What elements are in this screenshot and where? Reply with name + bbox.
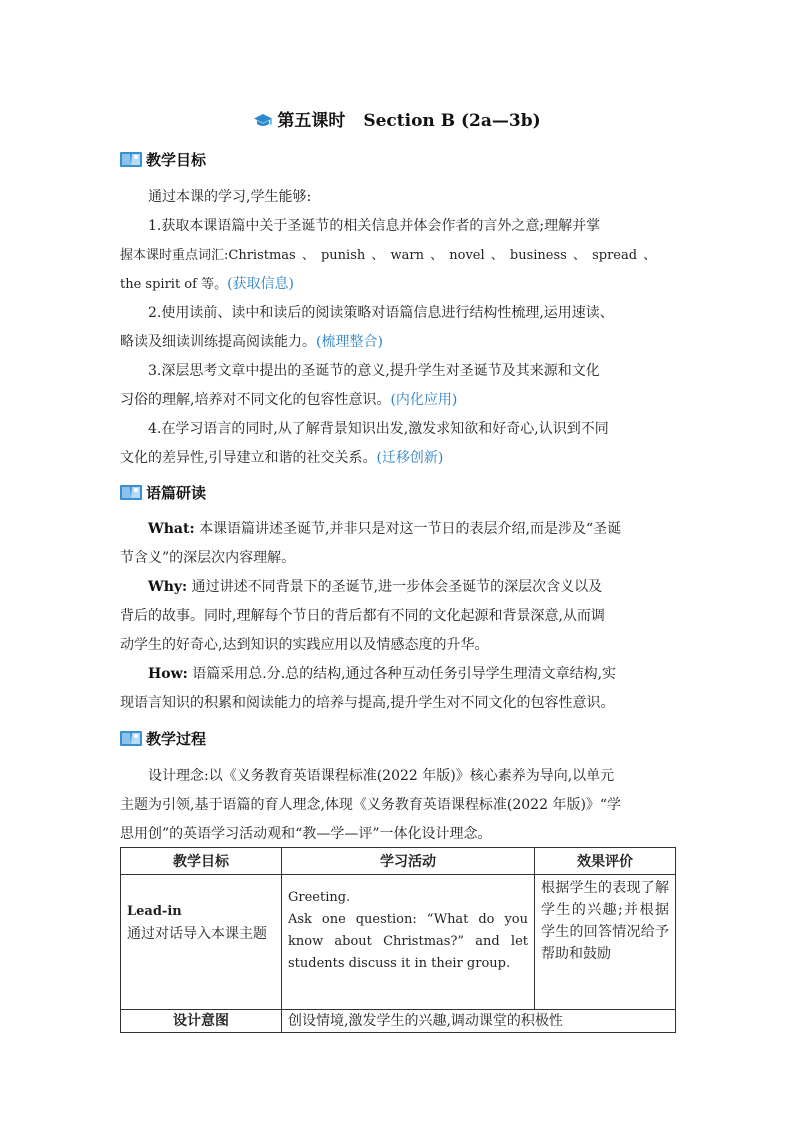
analysis-how: How: 语篇采用总.分.总的结构,通过各种互动任务引导学生理清文章结构,实 现语言知识的积累和阅读能力的培养与提高,提升学生对不同文化的包容性意识。 bbox=[120, 666, 617, 711]
leadin-goal: 通过对话导入本课主题 bbox=[127, 926, 267, 942]
objective-item-4: 4.在学习语言的同时,从了解背景知识出发,激发求知欲和好奇心,认识到不同 文化的差异性,引导建立和谐的社交关系。(迁移创新) bbox=[120, 421, 609, 466]
activity-text: Greeting. Ask one question: “What do you know about Christmas?” and let students discuss it in their group. bbox=[288, 890, 528, 971]
book-icon bbox=[120, 483, 142, 501]
tag-organize: (梳理整合) bbox=[316, 334, 383, 350]
lesson-plan-table bbox=[120, 847, 676, 1033]
evaluation-text: 根据学生的表现了解学生的兴趣;并根据学生的回答情况给予帮助和鼓励 bbox=[541, 880, 669, 962]
section-title: 教学过程 bbox=[146, 729, 207, 748]
graduation-cap-icon bbox=[253, 113, 273, 134]
section-heading-objectives bbox=[120, 149, 206, 169]
table-header-row bbox=[121, 848, 676, 875]
table-header: 教学目标 bbox=[121, 848, 282, 875]
table-row bbox=[121, 875, 676, 1010]
analysis-why: Why: 通过讲述不同背景下的圣诞节,进一步体会圣诞节的深层次含义以及 背后的故事。同时,理解每个节日的背后都有不同的文化起源和背景深意,从而调 动学生的好奇心,达到知识的实践应用以及情感态度的升华。 bbox=[120, 579, 605, 653]
objectives-intro: 通过本课的学习,学生能够: bbox=[148, 189, 312, 205]
section-heading-process bbox=[120, 728, 206, 748]
table-header: 效果评价 bbox=[535, 848, 676, 875]
table-header: 学习活动 bbox=[282, 848, 535, 875]
design-intent-label: 设计意图 bbox=[121, 1010, 282, 1033]
lesson-section: Section B (2a—3b) bbox=[363, 111, 541, 131]
objective-item-2: 2.使用读前、读中和读后的阅读策略对语篇信息进行结构性梳理,运用速读、 略读及细读训练提高阅读能力。(梳理整合) bbox=[120, 305, 614, 350]
section-heading-analysis bbox=[120, 482, 206, 502]
analysis-what: What: 本课语篇讲述圣诞节,并非只是对这一节日的表层介绍,而是涉及“圣诞 节含义”的深层次内容理解。 bbox=[120, 521, 622, 566]
section-title: 语篇研读 bbox=[146, 483, 207, 502]
design-intent-text: 创设情境,激发学生的兴趣,调动课堂的积极性 bbox=[282, 1010, 676, 1033]
objective-item-1: 1.获取本课语篇中关于圣诞节的相关信息并体会作者的言外之意;理解并掌 握本课时重点词汇:Christmas 、 punish 、 warn 、 novel 、 business 、 spread 、 the spirit of 等。(获取信息) bbox=[120, 218, 657, 292]
book-icon bbox=[120, 150, 142, 168]
table-cell-activity bbox=[282, 875, 535, 1010]
section-title: 教学目标 bbox=[146, 150, 207, 169]
design-concept: 设计理念:以《义务教育英语课程标准(2022 年版)》核心素养为导向,以单元 主题为引领,基于语篇的育人理念,体现《义务教育英语课程标准(2022 年版)》“学 思用创”的英语学习活动观和“教—学—评”一体化设计理念。 bbox=[120, 768, 622, 842]
lesson-number: 第五课时 bbox=[277, 111, 346, 131]
tag-get-info: (获取信息) bbox=[227, 276, 295, 292]
tag-innovate: (迁移创新) bbox=[376, 450, 444, 466]
table-cell-evaluation bbox=[535, 875, 676, 1010]
tag-internalize: (内化应用) bbox=[390, 392, 458, 408]
table-row bbox=[121, 1010, 676, 1033]
objective-item-3: 3.深层思考文章中提出的圣诞节的意义,提升学生对圣诞节及其来源和文化 习俗的理解,培养对不同文化的包容性意识。(内化应用) bbox=[120, 363, 600, 408]
table-cell-goal bbox=[121, 875, 282, 1010]
book-icon bbox=[120, 729, 142, 747]
lesson-title bbox=[0, 106, 794, 134]
leadin-title: Lead-in bbox=[127, 904, 182, 919]
